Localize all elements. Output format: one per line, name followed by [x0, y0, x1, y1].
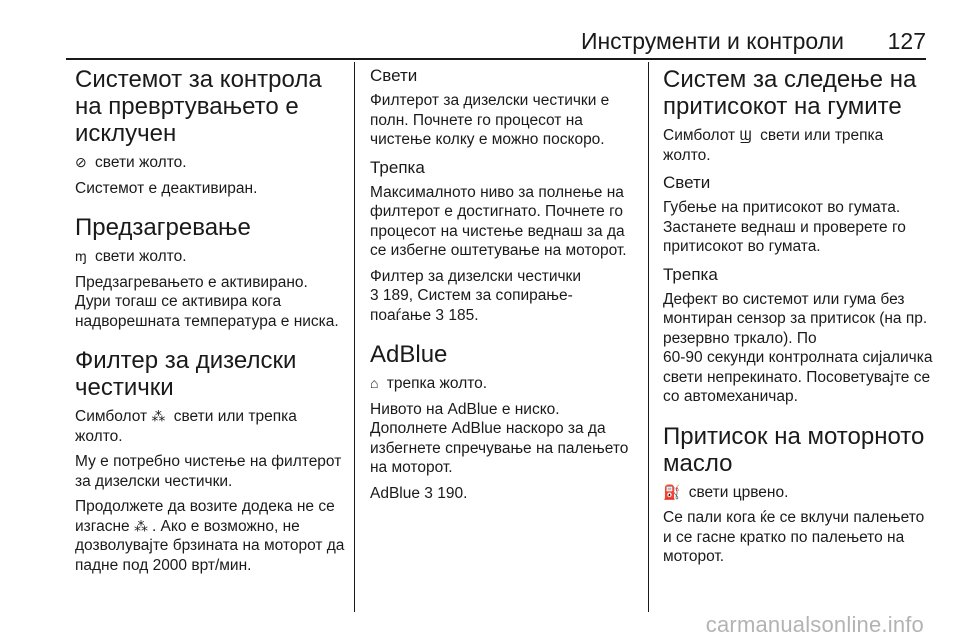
- paragraph: Дефект во системот или гума без монтиран сензор за притисок (на пр. резервно тркало). По: [663, 290, 928, 347]
- paragraph: Продолжете да возите додека не се изгасне ⁂ . Ако е возможно, не дозволувајте брзината на моторот да падне под 2000 врт/мин.: [75, 498, 345, 574]
- adblue-icon: ⌂: [370, 375, 379, 391]
- page-number: 127: [887, 28, 926, 54]
- subtitle-lit: Свети: [663, 173, 711, 192]
- paragraph: Системот е деактивиран.: [75, 179, 258, 197]
- tire-pressure-icon: Ϣ: [739, 127, 752, 143]
- column-3: [663, 66, 933, 573]
- paragraph: Филтерот за дизелски честички е полн. Почнете го процесот на чистење колку е можно поскоро.: [370, 92, 610, 148]
- paragraph: Симболот Ϣ свети или трепка жолто.: [663, 127, 884, 164]
- column-1: [75, 66, 345, 581]
- paragraph: Нивото на AdBlue е ниско. Дополнете AdBlue наскоро за да избегнете спречување на палењето на моторот.: [370, 400, 629, 476]
- paragraph: ⛽ свети црвено.: [663, 483, 789, 501]
- paragraph: Симболот ⁂ свети или трепка жолто.: [75, 408, 297, 445]
- section-title-esc-off: Системот за контрола на превртувањето е исклучен: [75, 66, 322, 147]
- paragraph: Му е потребно чистење на филтерот за дизелски честички.: [75, 453, 342, 490]
- header-title: Инструменти и контроли: [580, 28, 844, 54]
- section-title-oil-pressure: Притисок на моторното масло: [663, 422, 925, 477]
- paragraph: Максималното ниво за полнење на филтерот е достигнато. Почнете го процесот на чистење веднаш за да се избегне оштетување на моторот.: [370, 183, 627, 259]
- paragraph[interactable]: AdBlue 3 190.: [370, 484, 468, 502]
- column-divider: [354, 62, 355, 612]
- column-divider: [648, 62, 649, 612]
- diesel-particle-filter-icon: ⁂: [133, 517, 148, 534]
- paragraph: Губење на притисокот во гумата. Застанете веднаш и проверете го притисокот во гумата.: [663, 199, 906, 255]
- link-page-189[interactable]: 3 189, Систем за сопирање-: [370, 287, 573, 304]
- section-title-tpms: Систем за следење на притисокот на гумите: [663, 66, 917, 120]
- section-title-dpf: Филтер за дизелски честички: [75, 347, 297, 401]
- glow-plug-icon: ɱ: [75, 248, 87, 264]
- paragraph: ɱ свети жолто.: [75, 248, 187, 265]
- paragraph: 60-90 секунди контролната сијаличка свети непрекинато. Посоветувајте се со автомеханичар.: [663, 349, 933, 405]
- link-dpf[interactable]: Филтер за дизелски честички: [370, 267, 581, 285]
- esc-off-icon: ⊘: [75, 154, 87, 170]
- paragraph: ⊘ свети жолто.: [75, 154, 187, 171]
- paragraph: Предзагревањето е активирано. Дури тогаш се активира кога надворешната температура е ниска.: [75, 273, 339, 330]
- subtitle-flashing: Трепка: [663, 264, 718, 284]
- link-page-185[interactable]: поаѓање 3 185.: [370, 306, 479, 324]
- paragraph: Се пали кога ќе се вклучи палењето и се гасне кратко по палењето на моторот.: [663, 509, 925, 565]
- column-2: [370, 66, 640, 509]
- oil-pressure-icon: ⛽: [663, 483, 681, 500]
- diesel-particle-filter-icon: ⁂: [151, 408, 166, 424]
- subtitle-lit: Свети: [370, 66, 418, 85]
- section-title-preheating: Предзагревање: [75, 214, 251, 241]
- section-title-adblue: AdBlue: [370, 341, 448, 368]
- page-header: [66, 26, 926, 60]
- watermark: carmanualsonline.info: [705, 612, 924, 637]
- paragraph: [370, 267, 640, 326]
- paragraph: ⌂ трепка жолто.: [370, 375, 488, 392]
- subtitle-flashing: Трепка: [370, 157, 425, 177]
